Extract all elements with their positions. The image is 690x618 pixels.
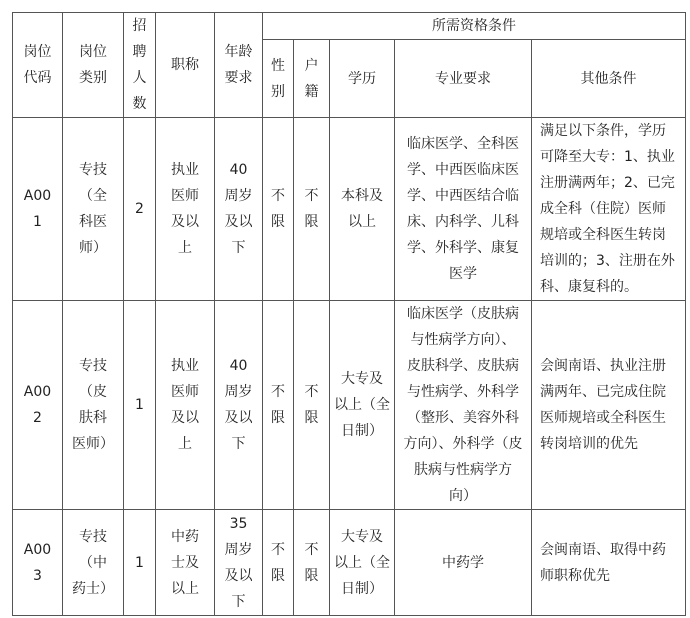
cell-hukou-text: 不 限 [304, 384, 319, 426]
header-row-top [13, 13, 686, 40]
cell-code-text: A00 2 [23, 384, 52, 426]
cell-age [215, 510, 263, 616]
cell-gender-text: 不 限 [271, 188, 285, 230]
header-count-label: 招 聘 人 数 [132, 18, 147, 112]
header-age [215, 13, 263, 118]
header-code [13, 13, 63, 118]
cell-education-text: 大专及 以上（全 日制） [334, 371, 390, 439]
header-gender-label: 性 别 [271, 57, 285, 100]
header-hukou-label: 户 籍 [304, 57, 319, 100]
header-title-label: 职称 [171, 57, 199, 73]
cell-code [13, 510, 63, 616]
cell-age-text: 40 周岁 及以 下 [224, 162, 253, 256]
header-category [63, 13, 124, 118]
cell-gender-text: 不 限 [271, 541, 285, 584]
cell-title-text: 执业 医师 及以 上 [171, 162, 199, 256]
cell-hukou-text: 不 限 [304, 188, 319, 230]
cell-code [13, 118, 63, 301]
cell-education [330, 510, 395, 616]
cell-major-text: 中药学 [442, 554, 484, 571]
header-code-label: 岗位 代码 [23, 44, 52, 86]
cell-hukou [294, 118, 330, 301]
cell-count [124, 510, 156, 616]
cell-category-text: 专技 （皮 肤科 医师） [72, 358, 114, 452]
cell-major [395, 510, 532, 616]
cell-education-text: 大专及 以上（全 日制） [334, 528, 390, 597]
header-conditions-label: 所需资格条件 [432, 18, 517, 35]
cell-other-text: 满足以下条件，学历 可降至大专：1、执业 注册满两年；2、已完 成全科（住院）医师 规培或全科医生转岗 培训的；3、注册在外 科、康复科的。 [540, 123, 675, 295]
header-title [156, 13, 215, 118]
cell-major-text: 临床医学、全科医 学、中西医临床医 学、中西医结合临 床、内科学、儿科 学、外科学、康复 医学 [407, 136, 519, 282]
header-hukou [294, 40, 330, 118]
cell-category-text: 专技 （中 药士） [72, 528, 114, 597]
cell-code-text: A00 3 [23, 541, 52, 584]
cell-count-text: 1 [135, 554, 144, 571]
cell-category [63, 118, 124, 301]
cell-hukou [294, 510, 330, 616]
header-other-label: 其他条件 [580, 70, 637, 87]
cell-age-text: 40 周岁 及以 下 [224, 358, 253, 452]
header-major [395, 40, 532, 118]
cell-title [156, 118, 215, 301]
cell-code-text: A00 1 [23, 188, 52, 230]
header-education [330, 40, 395, 118]
cell-gender [263, 118, 294, 301]
cell-education [330, 118, 395, 301]
cell-other [532, 118, 686, 301]
header-other [532, 40, 686, 118]
cell-category-text: 专技 （全 科医 师） [79, 162, 107, 256]
cell-hukou-text: 不 限 [304, 541, 319, 584]
cell-major [395, 118, 532, 301]
cell-gender [263, 510, 294, 616]
header-category-label: 岗位 类别 [79, 44, 107, 86]
cell-age-text: 35 周岁 及以 下 [224, 515, 253, 610]
header-count [124, 13, 156, 118]
table-row [13, 301, 686, 510]
cell-count-text: 2 [135, 201, 144, 217]
cell-gender-text: 不 限 [271, 384, 285, 426]
cell-major-text: 临床医学（皮肤病 与性病学方向）、 皮肤科学、皮肤病 与性病学、外科学 （整形、美容外科 方向）、外科学（皮 肤病与性病学方 向） [403, 306, 523, 504]
table-row [13, 510, 686, 616]
cell-count [124, 301, 156, 510]
cell-category [63, 301, 124, 510]
cell-other-text: 会闽南语、取得中药 师职称优先 [540, 541, 666, 584]
cell-other [532, 510, 686, 616]
header-education-label: 学历 [348, 70, 376, 87]
cell-education-text: 本科及 以上 [341, 188, 383, 230]
cell-other-text: 会闽南语、执业注册 满两年、已完成住院 医师规培或全科医生 转岗培训的优先 [540, 358, 666, 452]
header-age-label: 年龄 要求 [224, 44, 253, 86]
header-major-label: 专业要求 [435, 70, 491, 87]
cell-title [156, 510, 215, 616]
cell-major [395, 301, 532, 510]
cell-count [124, 118, 156, 301]
header-gender [263, 40, 294, 118]
header-conditions [263, 13, 686, 40]
cell-age [215, 301, 263, 510]
cell-code [13, 301, 63, 510]
cell-other [532, 301, 686, 510]
cell-gender [263, 301, 294, 510]
cell-category [63, 510, 124, 616]
cell-title-text: 中药 士及 以上 [171, 528, 199, 597]
cell-count-text: 1 [135, 397, 144, 413]
cell-education [330, 301, 395, 510]
cell-title [156, 301, 215, 510]
cell-hukou [294, 301, 330, 510]
table-row [13, 118, 686, 301]
cell-age [215, 118, 263, 301]
cell-title-text: 执业 医师 及以 上 [171, 358, 199, 452]
requirements-table [12, 12, 686, 616]
